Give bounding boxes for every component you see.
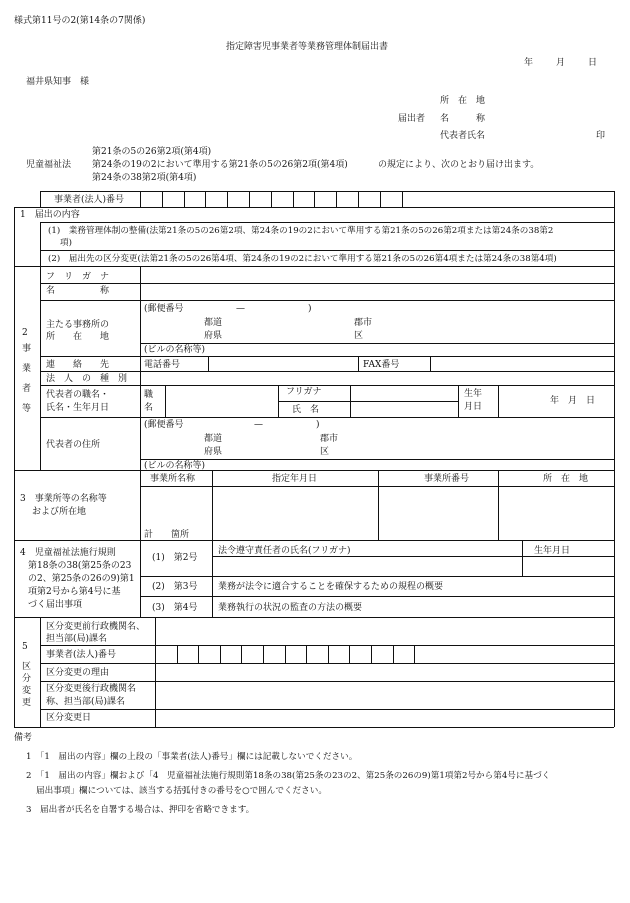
sec5-bizno-digit-divider [349, 645, 350, 663]
sec2-rep-bottom [40, 417, 614, 418]
fax-label: FAX番号 [363, 360, 400, 370]
sec5-row3-bottom [40, 681, 614, 682]
addressee: 福井県知事 様 [26, 77, 90, 87]
sec2-rep-building-line [140, 459, 614, 460]
section4-title-5: づく届出事項 [28, 600, 83, 610]
section3-total[interactable]: 計 箇所 [144, 530, 190, 540]
statute-line-1: 第21条の5の26第2項(第4項) [92, 147, 212, 157]
sec5-bizno-digit-divider [285, 645, 286, 663]
section2-side-char-1: 事 [22, 344, 32, 354]
rep-gunshi-1: 郡市 [320, 434, 339, 444]
date-year[interactable]: 年 [524, 58, 534, 68]
office-gunshi-2: 区 [354, 331, 364, 341]
section4-row1-no[interactable]: (1) 第2号 [152, 553, 198, 563]
name-label: 名 称 [46, 286, 110, 296]
statute-line-3: 第24条の38第2項(第4項) [92, 173, 197, 183]
rep-todofuken-2: 府県 [204, 447, 223, 457]
section1-item1-line2: 項) [60, 238, 72, 248]
page-title: 指定障害児事業者等業務管理体制届出書 [226, 42, 389, 52]
office-todofuken-2: 府県 [204, 331, 223, 341]
notifier-representative-label: 代表者氏名 [440, 131, 486, 141]
statute-line-2: 第24条の19の2において準用する第21条の5の26第2項(第4項) [92, 160, 348, 170]
section4-row2-no[interactable]: (2) 第3号 [152, 582, 198, 592]
sec5-row4-bottom [40, 709, 614, 710]
bizno-digit-divider [314, 191, 315, 207]
corp-type-label: 法 人 の 種 別 [46, 374, 128, 384]
note-1: 1 「1 届出の内容」欄の上段の「事業者(法人)番号」欄には記載しないでください。 [26, 752, 358, 762]
sec4-birth-divider [522, 540, 523, 576]
sec3-header-line [140, 486, 614, 487]
sec3-bottom [14, 540, 614, 541]
sec2-birth-right [498, 385, 499, 417]
bizno-digit-divider [293, 191, 294, 207]
notifier-location-label: 所 在 地 [440, 96, 486, 106]
bizno-left [40, 191, 41, 207]
notes-title: 備考 [14, 733, 33, 743]
section3-col-date: 指定年月日 [272, 474, 318, 484]
sec2-fax-label-right [430, 356, 431, 371]
section4-row1-text: 法令遵守責任者の氏名(フリガナ) [218, 546, 351, 556]
section4-title-4: 項第2号から第4号に基 [28, 587, 121, 597]
rep-title-label-2: 名 [144, 403, 154, 413]
business-number-label: 事業者(法人)番号 [54, 195, 125, 205]
section3-col-name: 事業所名称 [150, 474, 196, 484]
rep-label-1: 代表者の職名・ [46, 390, 110, 400]
statute-law-label: 児童福祉法 [26, 160, 72, 170]
sec5-row2-bottom [40, 663, 614, 664]
sec5-bizno-digit-divider [371, 645, 372, 663]
rep-todofuken-1: 都道 [204, 434, 223, 444]
section2-side-char-2: 業 [22, 364, 32, 374]
office-postal-dash: — [236, 304, 245, 314]
rep-postal-close: ) [316, 420, 320, 430]
rep-gunshi-2: 区 [320, 447, 330, 457]
section5-before-label-2: 担当部(局)課名 [46, 634, 108, 644]
bizno-digit-divider [336, 191, 337, 207]
sec2-rep-name-line [278, 401, 458, 402]
rep-name-label: 氏 名 [292, 405, 320, 415]
section5-reason: 区分変更の理由 [46, 668, 110, 678]
sec2-birth-left [458, 385, 459, 417]
section5-side-char-3: 変 [22, 686, 32, 696]
rep-birth-ymd[interactable]: 年 月 日 [550, 396, 596, 406]
sec5-bizno-digit-divider [393, 645, 394, 663]
section2-side-char-3: 者 [22, 384, 32, 394]
section5-side-char-2: 分 [22, 674, 32, 684]
section4-row1-birth: 生年月日 [534, 546, 571, 556]
section3-title-1: 3 事業所等の名称等 [20, 494, 107, 504]
sec5-bizno-digit-divider [263, 645, 264, 663]
section1-title: 1 届出の内容 [20, 210, 80, 220]
section3-col-location: 所 在 地 [543, 474, 589, 484]
sec2-fax-label-left [358, 356, 359, 371]
section4-title-3: の2、第25条の26の9)第1 [28, 574, 135, 584]
bizno-digit-divider [271, 191, 272, 207]
sec2-label-divider [140, 266, 141, 470]
sec4-label-divider [140, 540, 141, 617]
frame-right [614, 207, 615, 727]
statute-suffix: の規定により、次のとおり届け出ます。 [378, 160, 540, 170]
sec5-bizno-digit-divider [306, 645, 307, 663]
section5-side-char-1: 区 [22, 662, 32, 672]
sec5-bizno-digit-divider [220, 645, 221, 663]
office-gunshi-1: 郡市 [354, 318, 373, 328]
bizno-right [614, 191, 615, 207]
bizno-digit-divider [227, 191, 228, 207]
section5-side-number: 5 [22, 642, 28, 652]
rep-furigana-label: フリガナ [286, 387, 322, 397]
section1-item1-line1[interactable]: (1) 業務管理体制の整備(法第21条の5の26第2項、第24条の19の2において準用する第21条の5の26第2項または第24条の38第2 [48, 226, 554, 236]
sec3-label-divider [140, 470, 141, 540]
sec5-bizno-digit-divider [198, 645, 199, 663]
rep-birth-label-2: 月日 [464, 402, 483, 412]
furigana-label: フ リ ガ ナ [46, 272, 110, 282]
rep-birth-label-1: 生年 [464, 389, 483, 399]
section5-after-label-2: 称、担当部(局)課名 [46, 697, 126, 707]
office-todofuken-1: 都道 [204, 318, 223, 328]
office-postal-label: (郵便番号 [144, 304, 184, 314]
bizno-digit-divider [249, 191, 250, 207]
rep-postal-dash: — [254, 420, 263, 430]
bizno-label-divider [140, 191, 141, 207]
section5-business-number: 事業者(法人)番号 [46, 650, 117, 660]
office-postal-close: ) [308, 304, 312, 314]
section3-col-number: 事業所番号 [424, 474, 470, 484]
sec5-bizno-digit-divider [177, 645, 178, 663]
note-2b: 届出事項」欄については、該当する括弧付きの番号を○で囲んでください。 [36, 786, 327, 796]
section1-item2[interactable]: (2) 届出先の区分変更(法第21条の5の26第4項、第24条の19の2において準用する第21条の5の26第4項または第24条の38第4項) [48, 254, 557, 264]
rep-postal-label: (郵便番号 [144, 420, 184, 430]
sec3-col3-divider [498, 470, 499, 540]
contact-label: 連 絡 先 [46, 360, 110, 370]
sec2-contact-bottom [40, 371, 614, 372]
bizno-digit-divider [402, 191, 403, 207]
date-month[interactable]: 月 [556, 58, 566, 68]
sec2-building-line [140, 343, 614, 344]
bizno-bottom [14, 207, 614, 208]
sec2-name-bottom [40, 300, 614, 301]
sec4-bottom [14, 617, 614, 618]
bizno-digit-divider [358, 191, 359, 207]
sec3-col1-divider [212, 470, 213, 540]
form-number: 様式第11号の2(第14条の7関係) [14, 16, 146, 26]
sec2-furigana-line [40, 283, 614, 284]
sec2-bottom [14, 470, 614, 471]
sec1-inner-left [40, 222, 41, 266]
section5-date: 区分変更日 [46, 713, 92, 723]
section4-row3-no[interactable]: (3) 第4号 [152, 603, 198, 613]
rep-building-label: (ビルの名称等) [144, 461, 206, 471]
sec5-label-divider [155, 617, 156, 727]
office-label-2: 所 在 地 [46, 332, 110, 342]
date-day[interactable]: 日 [588, 58, 598, 68]
bizno-digit-divider [380, 191, 381, 207]
office-label-1: 主たる事務所の [46, 320, 110, 330]
note-3: 3 届出者が氏名を自署する場合は、押印を省略できます。 [26, 805, 255, 815]
section4-row3-text: 業務執行の状況の監査の方法の概要 [218, 603, 363, 613]
section5-before-label-1: 区分変更前行政機関名、 [46, 622, 146, 632]
bizno-digit-divider [205, 191, 206, 207]
sec5-side-divider [40, 617, 41, 727]
sec5-bizno-digit-divider [328, 645, 329, 663]
section3-title-2: および所在地 [32, 507, 87, 517]
office-building-label: (ビルの名称等) [144, 345, 206, 355]
sec2-office-bottom [40, 356, 614, 357]
notifier-name-label: 名 称 [440, 114, 486, 124]
sec5-bizno-digit-divider [241, 645, 242, 663]
section5-after-label-1: 区分変更後行政機関名 [46, 684, 137, 694]
sec2-phone-divider [208, 356, 209, 371]
sec4-row1-bottom [140, 576, 614, 577]
sec1-bottom [14, 266, 614, 267]
notifier-label: 届出者 [398, 114, 426, 124]
rep-title-label-1: 職 [144, 390, 154, 400]
rep-address-label: 代表者の住所 [46, 440, 101, 450]
frame-left [14, 207, 15, 727]
bizno-top [40, 191, 614, 192]
note-2a: 2 「1 届出の内容」欄および「4 児童福祉法施行規則第18条の38(第25条の23の2、第25条の26の9)第1項第2号から第4号に基づく [26, 771, 551, 781]
sec4-num-divider [212, 540, 213, 617]
rep-label-2: 氏名・生年月日 [46, 403, 110, 413]
sec1-inner-top [40, 222, 614, 223]
phone-label: 電話番号 [144, 360, 181, 370]
section4-title-2: 第18条の38(第25条の23 [28, 561, 132, 571]
sec4-row2-bottom [140, 596, 614, 597]
sec5-bizno-digit-divider [414, 645, 415, 663]
seal-mark: 印 [596, 131, 606, 141]
section5-side-char-4: 更 [22, 698, 32, 708]
section2-side-char-4: 等 [22, 404, 32, 414]
sec5-bottom [14, 727, 614, 728]
sec2-title-divider [165, 385, 166, 417]
section4-row2-text: 業務が法令に適合することを確保するための規程の概要 [218, 582, 444, 592]
bizno-digit-divider [162, 191, 163, 207]
sec3-col2-divider [378, 470, 379, 540]
sec2-side-divider [40, 266, 41, 470]
section4-title-1: 4 児童福祉法施行規則 [20, 548, 116, 558]
section2-side-number: 2 [22, 328, 28, 338]
sec1-item-divider [40, 250, 614, 251]
bizno-digit-divider [184, 191, 185, 207]
